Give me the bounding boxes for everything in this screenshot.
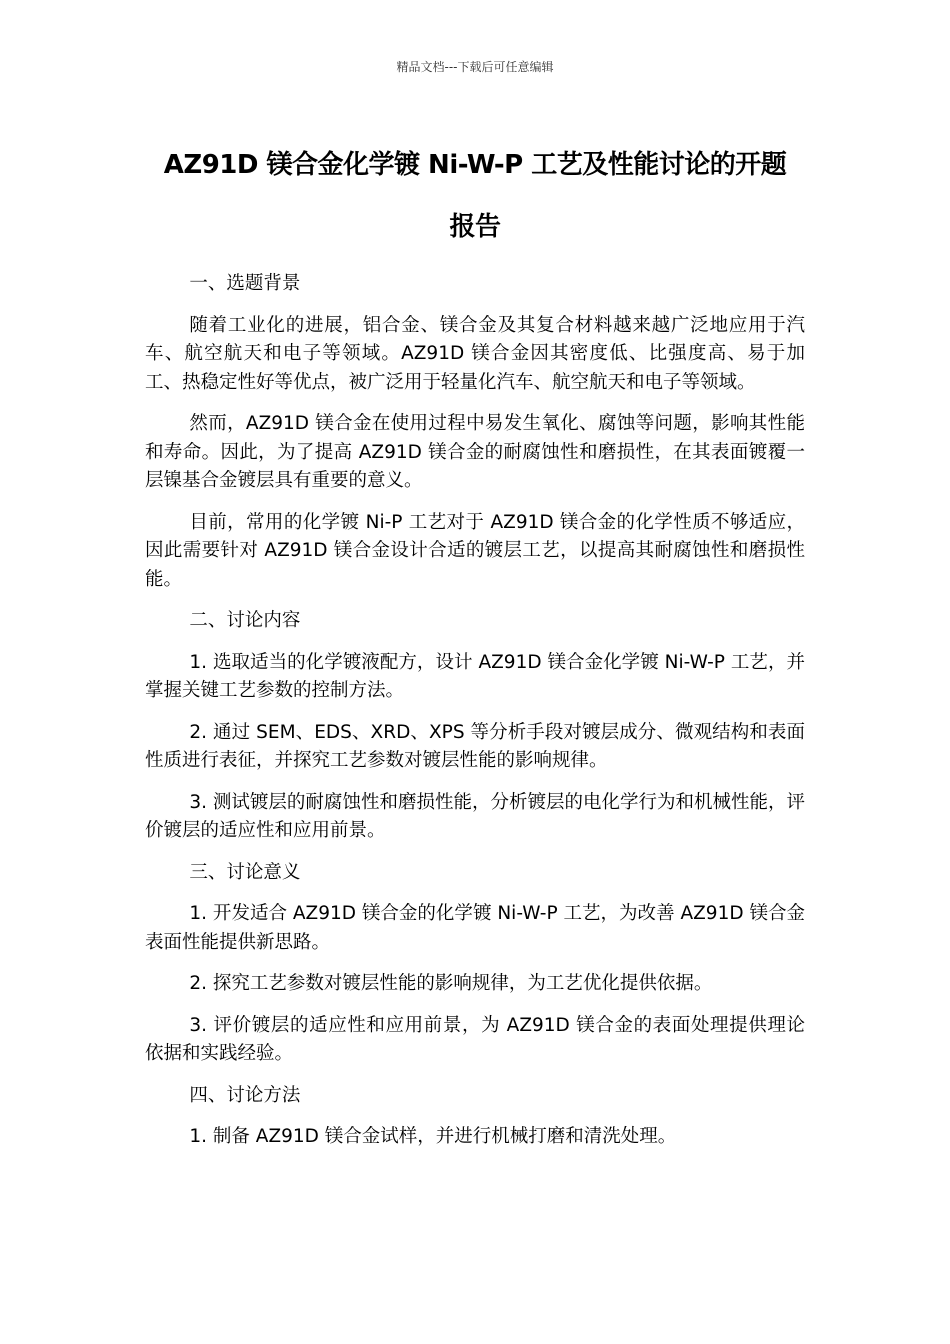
section-heading: 一、选题背景 [189,273,301,294]
document-body [145,270,805,1165]
section-heading: 四、讨论方法 [189,1084,301,1106]
list-item: 1. 开发适合 AZ91D 镁合金的化学镀 Ni-W-P 工艺，为改善 AZ91D 镁合金表面性能提供新思路。 [145,903,805,953]
page-header: 精品文档---下载后可任意编辑 [396,60,554,74]
list-item: 1. 制备 AZ91D 镁合金试样，并进行机械打磨和清洗处理。 [189,1126,677,1147]
document-title [120,134,830,258]
section-heading: 二、讨论内容 [189,610,301,631]
list-item: 1. 选取适当的化学镀液配方，设计 AZ91D 镁合金化学镀 Ni-W-P 工艺，并掌握关键工艺参数的控制方法。 [145,651,805,701]
paragraph: 随着工业化的进展，铝合金、镁合金及其复合材料越来越广泛地应用于汽车、航空航天和电子等领域。AZ91D 镁合金因其密度低、比强度高、易于加工、热稳定性好等优点，被广泛用于轻量化汽车、航空航天和电子等领域。 [145,314,805,393]
paragraph: 然而，AZ91D 镁合金在使用过程中易发生氧化、腐蚀等问题，影响其性能和寿命。因此，为了提高 AZ91D 镁合金的耐腐蚀性和磨损性，在其表面镀覆一层镍基合金镀层具有重要的意义。 [145,413,805,491]
list-item: 3. 评价镀层的适应性和应用前景，为 AZ91D 镁合金的表面处理提供理论依据和实践经验。 [145,1014,805,1064]
title-line-2: 报告 [449,212,501,242]
title-line-1: AZ91D 镁合金化学镀 Ni-W-P 工艺及性能讨论的开题 [163,150,787,180]
paragraph: 目前，常用的化学镀 Ni-P 工艺对于 AZ91D 镁合金的化学性质不够适应，因此需要针对 AZ91D 镁合金设计合适的镀层工艺，以提高其耐腐蚀性和磨损性能。 [145,511,805,590]
list-item: 2. 通过 SEM、EDS、XRD、XPS 等分析手段对镀层成分、微观结构和表面性质进行表征，并探究工艺参数对镀层性能的影响规律。 [145,721,805,771]
list-item: 3. 测试镀层的耐腐蚀性和磨损性能，分析镀层的电化学行为和机械性能，评价镀层的适应性和应用前景。 [145,791,805,841]
section-heading: 三、讨论意义 [189,861,301,883]
list-item: 2. 探究工艺参数对镀层性能的影响规律，为工艺优化提供依据。 [189,973,713,994]
